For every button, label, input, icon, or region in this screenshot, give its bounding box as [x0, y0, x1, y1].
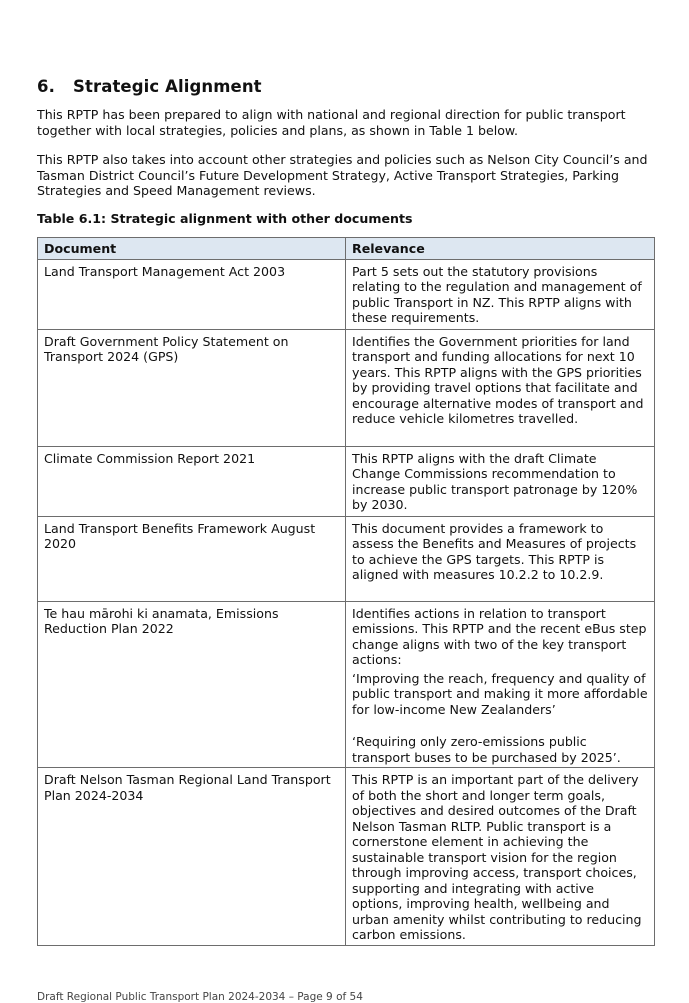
table-row	[38, 259, 655, 329]
table-row	[38, 329, 655, 446]
header-relevance: Relevance	[346, 238, 655, 260]
section-heading	[37, 77, 262, 96]
table-row	[38, 601, 655, 768]
table-row	[38, 516, 655, 601]
table-row	[38, 768, 655, 946]
page-footer: Draft Regional Public Transport Plan 2024-2034 – Page 9 of 54	[37, 991, 363, 1003]
relevance-text: This document provides a framework to assess the Benefits and Measures of projects to achieve the GPS targets. This RPTP is aligned with measures 10.2.2 to 10.2.9.	[352, 520, 637, 582]
document-cell: Draft Nelson Tasman Regional Land Transport Plan 2024-2034	[38, 768, 346, 946]
relevance-cell	[346, 329, 655, 446]
table-row	[38, 446, 655, 516]
document-cell: Climate Commission Report 2021	[38, 446, 346, 516]
relevance-quote: ‘Improving the reach, frequency and quality of public transport and making it more affordable for low-income New Zealanders’	[352, 670, 648, 717]
relevance-quote: ‘Requiring only zero-emissions public transport buses to be purchased by 2025’.	[352, 734, 621, 765]
document-cell: Land Transport Management Act 2003	[38, 259, 346, 329]
strategies-paragraph: This RPTP also takes into account other strategies and policies such as Nelson City Council’s and Tasman District Council’s Future Development Strategy, Active Transport Strategies, Parking Strategies and Speed Management reviews.	[37, 152, 648, 199]
relevance-text: Identifies actions in relation to transport emissions. This RPTP and the recent eBus step change aligns with two of the key transport actions:	[352, 605, 647, 667]
relevance-cell	[346, 516, 655, 601]
section-title: Strategic Alignment	[73, 77, 262, 96]
relevance-cell	[346, 601, 655, 768]
intro-paragraph: This RPTP has been prepared to align with national and regional direction for public transport together with local strategies, policies and plans, as shown in Table 1 below.	[37, 107, 626, 138]
document-cell: Te hau mārohi ki anamata, Emissions Reduction Plan 2022	[38, 601, 346, 768]
strategic-alignment-table	[37, 237, 655, 946]
relevance-text: Identifies the Government priorities for land transport and funding allocations for next 10 years. This RPTP aligns with the GPS priorities by providing travel options that facilitate and encourage alternative modes of transport and reduce vehicle kilometres travelled.	[352, 333, 644, 426]
header-document: Document	[38, 238, 346, 260]
relevance-cell	[346, 446, 655, 516]
relevance-text: Part 5 sets out the statutory provisions relating to the regulation and management of public Transport in NZ. This RPTP aligns with these requirements.	[352, 263, 642, 325]
relevance-cell	[346, 259, 655, 329]
relevance-cell	[346, 768, 655, 946]
document-cell: Land Transport Benefits Framework August 2020	[38, 516, 346, 601]
relevance-text: This RPTP aligns with the draft Climate Change Commissions recommendation to increase public transport patronage by 120% by 2030.	[352, 450, 638, 512]
section-number: 6.	[37, 77, 55, 96]
table-header-row	[38, 238, 655, 260]
relevance-text: This RPTP is an important part of the delivery of both the short and longer term goals, objectives and desired outcomes of the Draft Nelson Tasman RLTP. Public transport is a cornerstone element in achieving the sustainable transport vision for the region through improving access, transport choices, supporting and integrating with active options, improving health, wellbeing and urban amenity whilst contributing to reducing carbon emissions.	[352, 772, 642, 942]
table-caption: Table 6.1: Strategic alignment with other documents	[37, 211, 413, 226]
document-cell: Draft Government Policy Statement on Transport 2024 (GPS)	[38, 329, 346, 446]
